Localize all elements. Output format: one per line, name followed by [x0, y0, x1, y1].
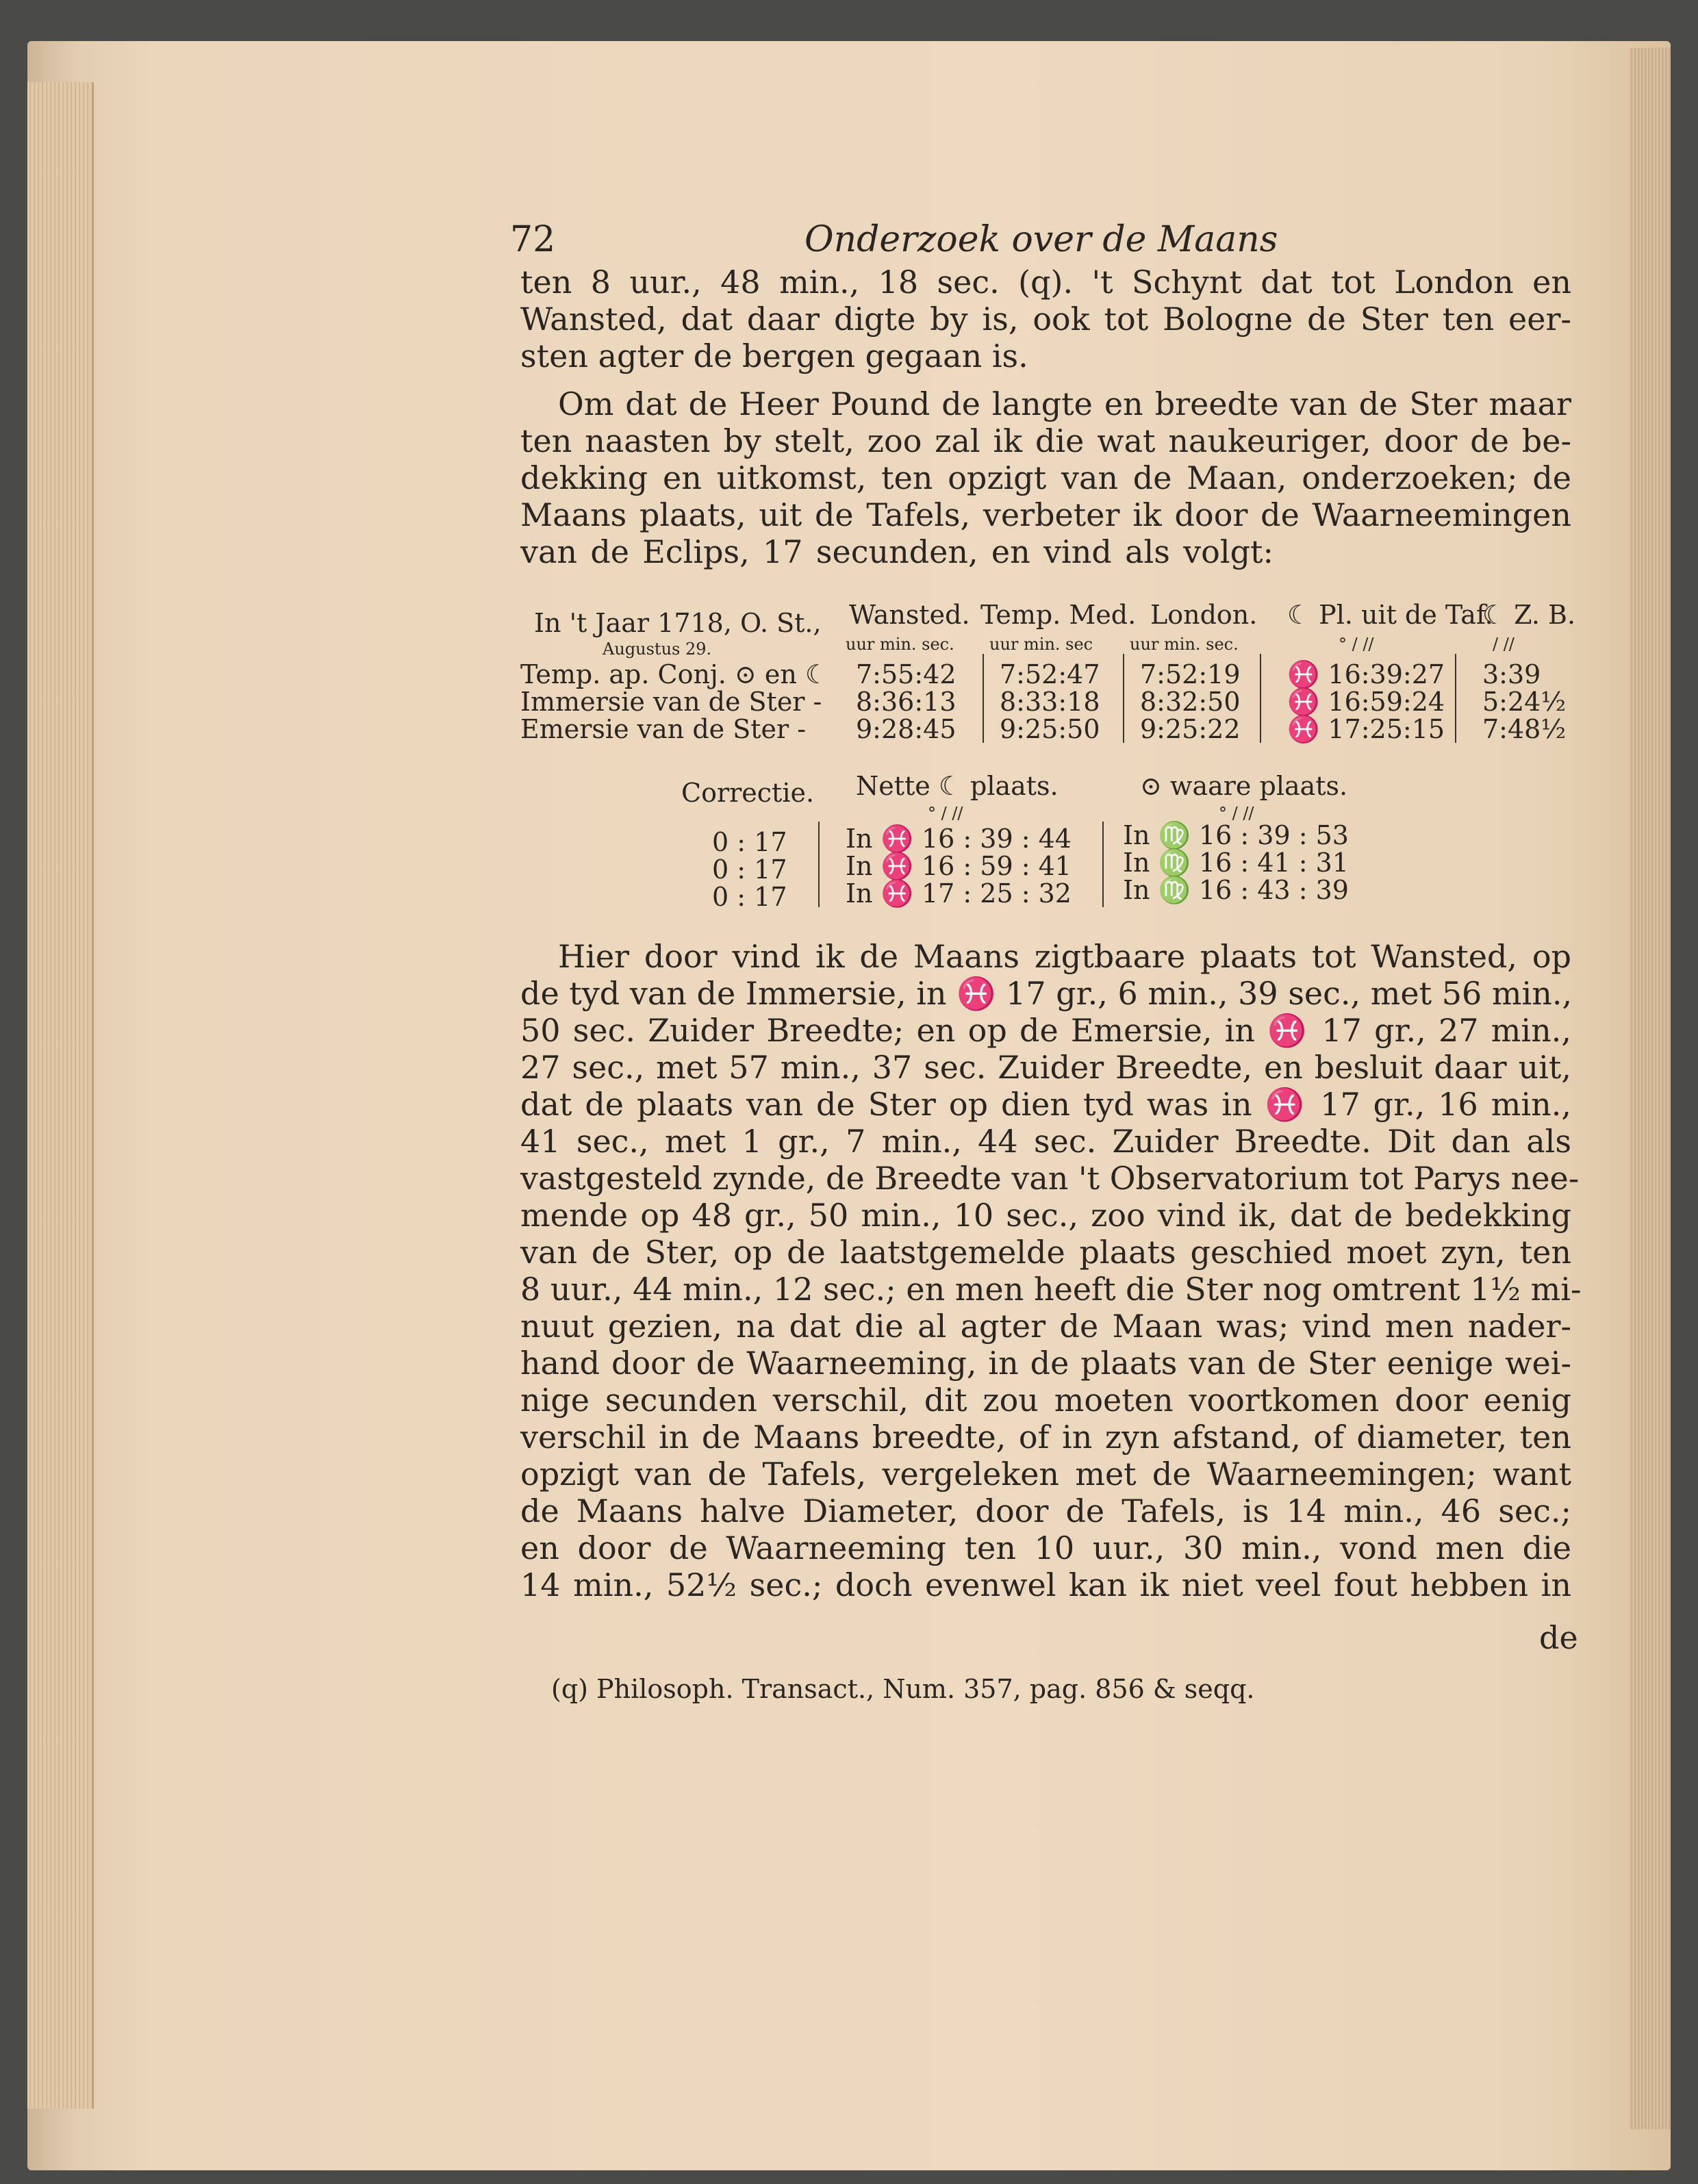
text-line: Hier door vind ik de Maans zigtbaare plaats tot Wansted, op: [558, 938, 1571, 975]
text-line: sten agter de bergen gegaan is.: [520, 338, 1028, 374]
table-cell: 7:48½: [1482, 714, 1567, 744]
text-line: de Maans halve Diameter, door de Tafels, is 14 min., 46 sec.;: [520, 1493, 1571, 1529]
table-header: ☾ Z. B.: [1482, 600, 1576, 630]
table-header: London.: [1150, 600, 1258, 630]
table-cell: 7:52:19: [1140, 659, 1241, 689]
text-line: opzigt van de Tafels, vergeleken met de Waarneemingen; want: [520, 1456, 1571, 1493]
table-cell: 9:25:50: [1000, 714, 1100, 744]
table-cell: 3:39: [1482, 659, 1541, 689]
table-header: ☾ Pl. uit de Taf.: [1287, 600, 1493, 630]
text-line: 50 sec. Zuider Breedte; en op de Emersie, in ♓ 17 gr., 27 min.,: [520, 1012, 1571, 1049]
text-line: dekking en uitkomst, ten opzigt van de Maan, onderzoeken; de: [520, 459, 1571, 496]
table-cell: ♓ 17:25:15: [1287, 714, 1445, 744]
footnote: (q) Philosoph. Transact., Num. 357, pag. 856 & seqq.: [551, 1674, 1255, 1704]
catchword: de: [1539, 1619, 1578, 1656]
table-cell: 5:24½: [1482, 687, 1567, 717]
text-line: 27 sec., met 57 min., 37 sec. Zuider Breedte, en besluit daar uit,: [520, 1049, 1571, 1086]
text-line: hand door de Waarneeming, in de plaats van de Ster eenige wei-: [520, 1345, 1571, 1382]
table-cell: ♓ 16:59:24: [1287, 687, 1445, 717]
text-line: dat de plaats van de Ster op dien tyd was in ♓ 17 gr., 16 min.,: [520, 1086, 1571, 1123]
table-rule: [1123, 654, 1124, 743]
table-cell: Immersie van de Ster -: [520, 687, 822, 717]
table-subheader: ° / //: [1339, 635, 1374, 654]
text-line: van de Eclips, 17 secunden, en vind als volgt:: [520, 533, 1274, 570]
text-line: verschil in de Maans breedte, of in zyn afstand, of diameter, ten: [520, 1419, 1571, 1456]
text-line: Wansted, dat daar digte by is, ook tot Bologne de Ster ten eer-: [520, 301, 1571, 338]
table-cell: In ♍ 16 : 41 : 31: [1123, 848, 1349, 878]
text-line: 14 min., 52½ sec.; doch evenwel kan ik niet veel fout hebben in: [520, 1566, 1571, 1603]
text-line: Maans plaats, uit de Tafels, verbeter ik door de Waarneemingen: [520, 496, 1571, 533]
table-cell: 8:36:13: [856, 687, 956, 717]
table-cell: In ♓ 17 : 25 : 32: [846, 878, 1072, 909]
table-cell: ♓ 16:39:27: [1287, 659, 1445, 689]
table-subheader: uur min. sec: [989, 635, 1093, 654]
table-subheader: uur min. sec.: [846, 635, 954, 654]
table-cell: 9:25:22: [1140, 714, 1241, 744]
table-subheader: uur min. sec.: [1130, 635, 1239, 654]
table-header: Temp. Med.: [980, 600, 1137, 630]
text-line: vastgesteld zynde, de Breedte van 't Observatorium tot Parys nee-: [520, 1160, 1580, 1197]
table-rule: [1102, 822, 1104, 907]
table-cell: 0 : 17: [712, 827, 787, 857]
table-cell: 9:28:45: [856, 714, 956, 744]
text-line: 8 uur., 44 min., 12 sec.; en men heeft die Ster nog omtrent 1½ mi-: [520, 1271, 1582, 1308]
running-head: Onderzoek over de Maans: [804, 219, 1278, 260]
table-header: Nette ☾ plaats.: [856, 771, 1059, 801]
table-cell: 8:33:18: [1000, 687, 1100, 717]
table-subheader: ° / //: [928, 804, 963, 823]
table-rule: [1455, 654, 1456, 743]
table-cell: 7:55:42: [856, 659, 956, 689]
text-line: nige secunden verschil, dit zou moeten voortkomen door eenig: [520, 1382, 1571, 1419]
table-subheader: / //: [1493, 635, 1515, 654]
text-line: en door de Waarneeming ten 10 uur., 30 min., vond men die: [520, 1529, 1571, 1566]
text-line: ten 8 uur., 48 min., 18 sec. (q). 't Schynt dat tot London en: [520, 264, 1571, 301]
text-line: mende op 48 gr., 50 min., 10 sec., zoo vind ik, dat de bedekking: [520, 1197, 1571, 1234]
table-cell: 0 : 17: [712, 882, 787, 912]
table-subheader: ° / //: [1219, 804, 1254, 823]
table-cell: 7:52:47: [1000, 659, 1100, 689]
table-cell: Emersie van de Ster -: [520, 714, 807, 744]
page-header: [510, 219, 1578, 260]
table-header: Correctie.: [681, 778, 815, 808]
table-cell: In ♓ 16 : 59 : 41: [846, 851, 1072, 881]
page-number: 72: [510, 219, 556, 260]
text-line: de tyd van de Immersie, in ♓ 17 gr., 6 min., 39 sec., met 56 min.,: [520, 975, 1573, 1012]
table-header: ⊙ waare plaats.: [1140, 771, 1348, 801]
table-cell: 0 : 17: [712, 854, 787, 885]
table-cell: 8:32:50: [1140, 687, 1241, 717]
text-line: ten naasten by stelt, zoo zal ik die wat naukeuriger, door de be-: [520, 422, 1571, 459]
table-rule: [818, 822, 820, 907]
text-line: van de Ster, op de laatstgemelde plaats geschied moet zyn, ten: [520, 1234, 1571, 1271]
text-line: Om dat de Heer Pound de langte en breedte van de Ster maar: [558, 385, 1571, 422]
table-header: In 't Jaar 1718, O. St.,: [534, 608, 822, 638]
table-cell: In ♍ 16 : 43 : 39: [1123, 875, 1349, 905]
table-subheader: Augustus 29.: [603, 639, 712, 659]
text-line: 41 sec., met 1 gr., 7 min., 44 sec. Zuider Breedte. Dit dan als: [520, 1123, 1571, 1160]
table-rule: [983, 654, 984, 743]
table-rule: [1260, 654, 1261, 743]
table-cell: In ♍ 16 : 39 : 53: [1123, 820, 1349, 850]
text-line: nuut gezien, na dat die al agter de Maan was; vind men nader-: [520, 1308, 1571, 1345]
table-cell: Temp. ap. Conj. ⊙ en ☾: [520, 659, 828, 689]
table-cell: In ♓ 16 : 39 : 44: [846, 824, 1072, 854]
table-header: Wansted.: [849, 600, 970, 630]
